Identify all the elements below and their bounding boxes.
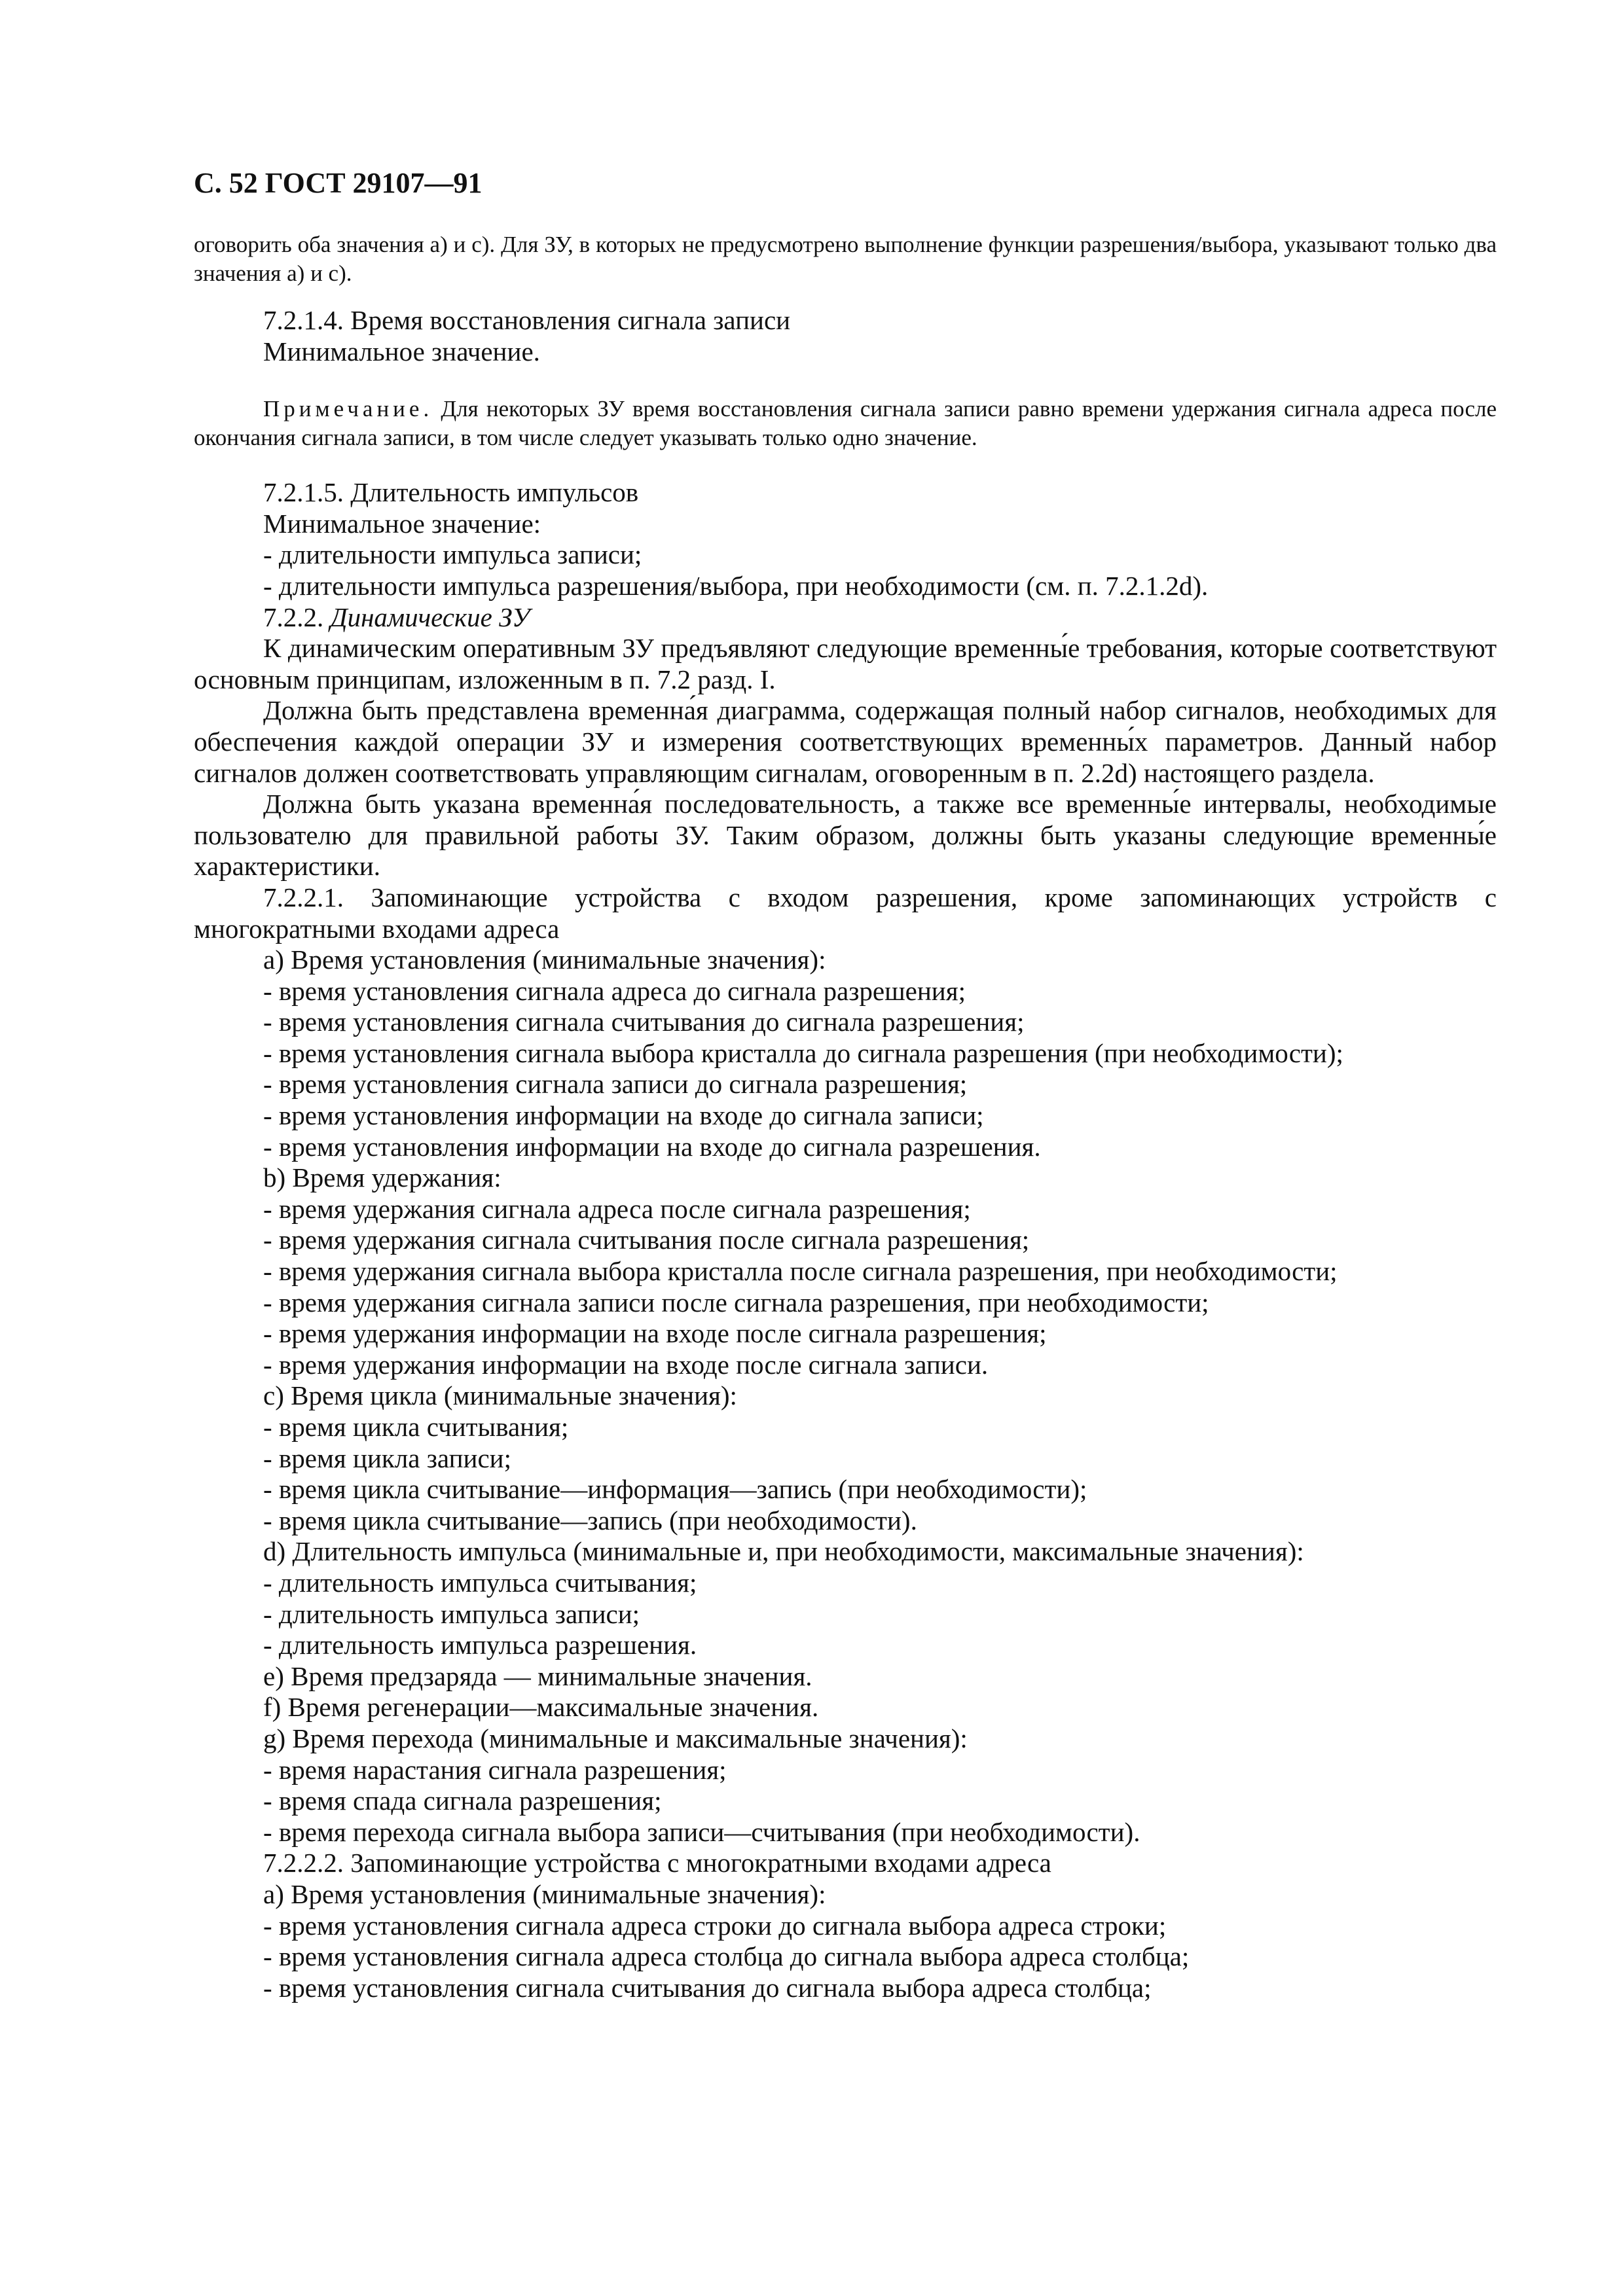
list-item: e) Время предзаряда — минимальные значения.: [263, 1660, 812, 1691]
list-item: - время удержания сигнала считывания после сигнала разрешения;: [263, 1225, 1030, 1255]
section-7-2-1-5-line: - длительности импульса разрешения/выбора, при необходимости (см. п. 7.2.1.2d).: [263, 570, 1209, 601]
section-7-2-2-paragraph-1: К динамическим оперативным ЗУ предъявляют следующие временны́е требования, которые соответствуют основным принципам, изложенным в п. 7.2 разд. I.: [194, 633, 1497, 694]
list-item: - время цикла считывание—запись (при необходимости).: [263, 1505, 917, 1535]
section-7-2-2-2-title: 7.2.2.2. Запоминающие устройства с многократными входами адреса: [263, 1848, 1051, 1878]
section-7-2-1-5-line: - длительности импульса записи;: [263, 539, 642, 570]
page-header: С. 52 ГОСТ 29107—91: [194, 167, 483, 199]
list-item: - время удержания сигнала адреса после сигнала разрешения;: [263, 1193, 971, 1224]
list-item: - длительность импульса записи;: [263, 1598, 640, 1629]
list-item: a) Время установления (минимальные значения):: [263, 1878, 826, 1909]
list-item: - время установления сигнала адреса столбца до сигнала выбора адреса столбца;: [263, 1941, 1190, 1972]
section-7-2-1-5-line: Минимальное значение:: [263, 508, 541, 539]
section-7-2-1-5-title: 7.2.1.5. Длительность импульсов: [263, 477, 639, 508]
list-item: - длительность импульса разрешения.: [263, 1630, 697, 1660]
intro-paragraph: оговорить оба значения а) и с). Для ЗУ, в которых не предусмотрено выполнение функции разрешения/выбора, указывают только два значения а) и с).: [194, 232, 1497, 286]
section-7-2-1-5: [194, 477, 1497, 601]
list-item: - время удержания сигнала записи после сигнала разрешения, при необходимости;: [263, 1287, 1209, 1318]
section-7-2-2-number: 7.2.2.: [263, 601, 324, 632]
list-item: - время перехода сигнала выбора записи—считывания (при необходимости).: [263, 1816, 1140, 1847]
document-page: [194, 165, 1497, 2003]
list-item: - время установления сигнала адреса строки до сигнала выбора адреса строки;: [263, 1910, 1167, 1941]
section-7-2-1-4-line: Минимальное значение.: [263, 336, 540, 367]
list-item: - время установления сигнала считывания до сигнала выбора адреса столбца;: [263, 1972, 1152, 2003]
list-item: - время установления информации на входе до сигнала записи;: [263, 1100, 984, 1131]
section-7-2-2-2-list: [194, 1879, 1497, 2003]
list-item: c) Время цикла (минимальные значения):: [263, 1380, 737, 1411]
list-item: - время удержания информации на входе после сигнала записи.: [263, 1349, 989, 1380]
list-item: - время спада сигнала разрешения;: [263, 1785, 662, 1816]
section-7-2-2-paragraph-2: Должна быть представлена временна́я диаграмма, содержащая полный набор сигналов, необходимых для обеспечения каждой операции ЗУ и измерения соответствующих временны́х параметров. Данный набор сигналов должен соответствовать управляющим сигналам, оговоренным в п. 2.2d) настоящего раздела.: [194, 695, 1497, 788]
section-7-2-2-2: [194, 1848, 1497, 2003]
section-7-2-2-1-list: [194, 944, 1497, 1848]
section-7-2-2-paragraph-3: Должна быть указана временна́я последовательность, а также все временны́е интервалы, необходимые пользователю для правильной работы ЗУ. Таким образом, должны быть указаны следующие временны́е характеристики.: [194, 789, 1497, 882]
section-7-2-1-4: [194, 305, 1497, 367]
list-item: - время установления сигнала адреса до сигнала разрешения;: [263, 975, 966, 1006]
list-item: - время установления информации на входе до сигнала разрешения.: [263, 1131, 1041, 1162]
list-item: - время цикла считывание—информация—запись (при необходимости);: [263, 1474, 1087, 1505]
list-item: - время установления сигнала считывания до сигнала разрешения;: [263, 1007, 1025, 1037]
list-item: f) Время регенерации—максимальные значения.: [263, 1692, 819, 1723]
note-label: Примечание.: [263, 396, 433, 422]
list-item: - время удержания информации на входе после сигнала разрешения;: [263, 1318, 1047, 1349]
note-text: Для некоторых ЗУ время восстановления сигнала записи равно времени удержания сигнала адреса после окончания сигнала записи, в том числе следует указывать только одно значение.: [194, 396, 1497, 451]
section-7-2-2: [194, 602, 1497, 882]
list-item: g) Время перехода (минимальные и максимальные значения):: [263, 1723, 968, 1753]
list-item: - время нарастания сигнала разрешения;: [263, 1754, 727, 1785]
list-item: - время удержания сигнала выбора кристалла после сигнала разрешения, при необходимости;: [263, 1256, 1338, 1287]
list-item: - время цикла считывания;: [263, 1412, 569, 1442]
list-item: - время установления сигнала записи до сигнала разрешения;: [263, 1069, 968, 1100]
list-item: - время установления сигнала выбора кристалла до сигнала разрешения (при необходимости);: [263, 1037, 1343, 1068]
section-7-2-2-title: Динамические ЗУ: [330, 601, 530, 632]
section-7-2-2-1-title: 7.2.2.1. Запоминающие устройства с входом разрешения, кроме запоминающих устройств с многократными входами адреса: [194, 882, 1497, 944]
section-7-2-2-heading: [194, 602, 1497, 634]
list-item: d) Длительность импульса (минимальные и, при необходимости, максимальные значения):: [263, 1536, 1304, 1567]
list-item: - время цикла записи;: [263, 1443, 511, 1473]
section-7-2-2-1: [194, 882, 1497, 1848]
list-item: - длительность импульса считывания;: [263, 1567, 697, 1598]
note-paragraph: [194, 395, 1497, 452]
section-7-2-1-4-title: 7.2.1.4. Время восстановления сигнала записи: [263, 305, 791, 335]
list-item: b) Время удержания:: [263, 1162, 501, 1193]
list-item: a) Время установления (минимальные значения):: [263, 944, 826, 975]
